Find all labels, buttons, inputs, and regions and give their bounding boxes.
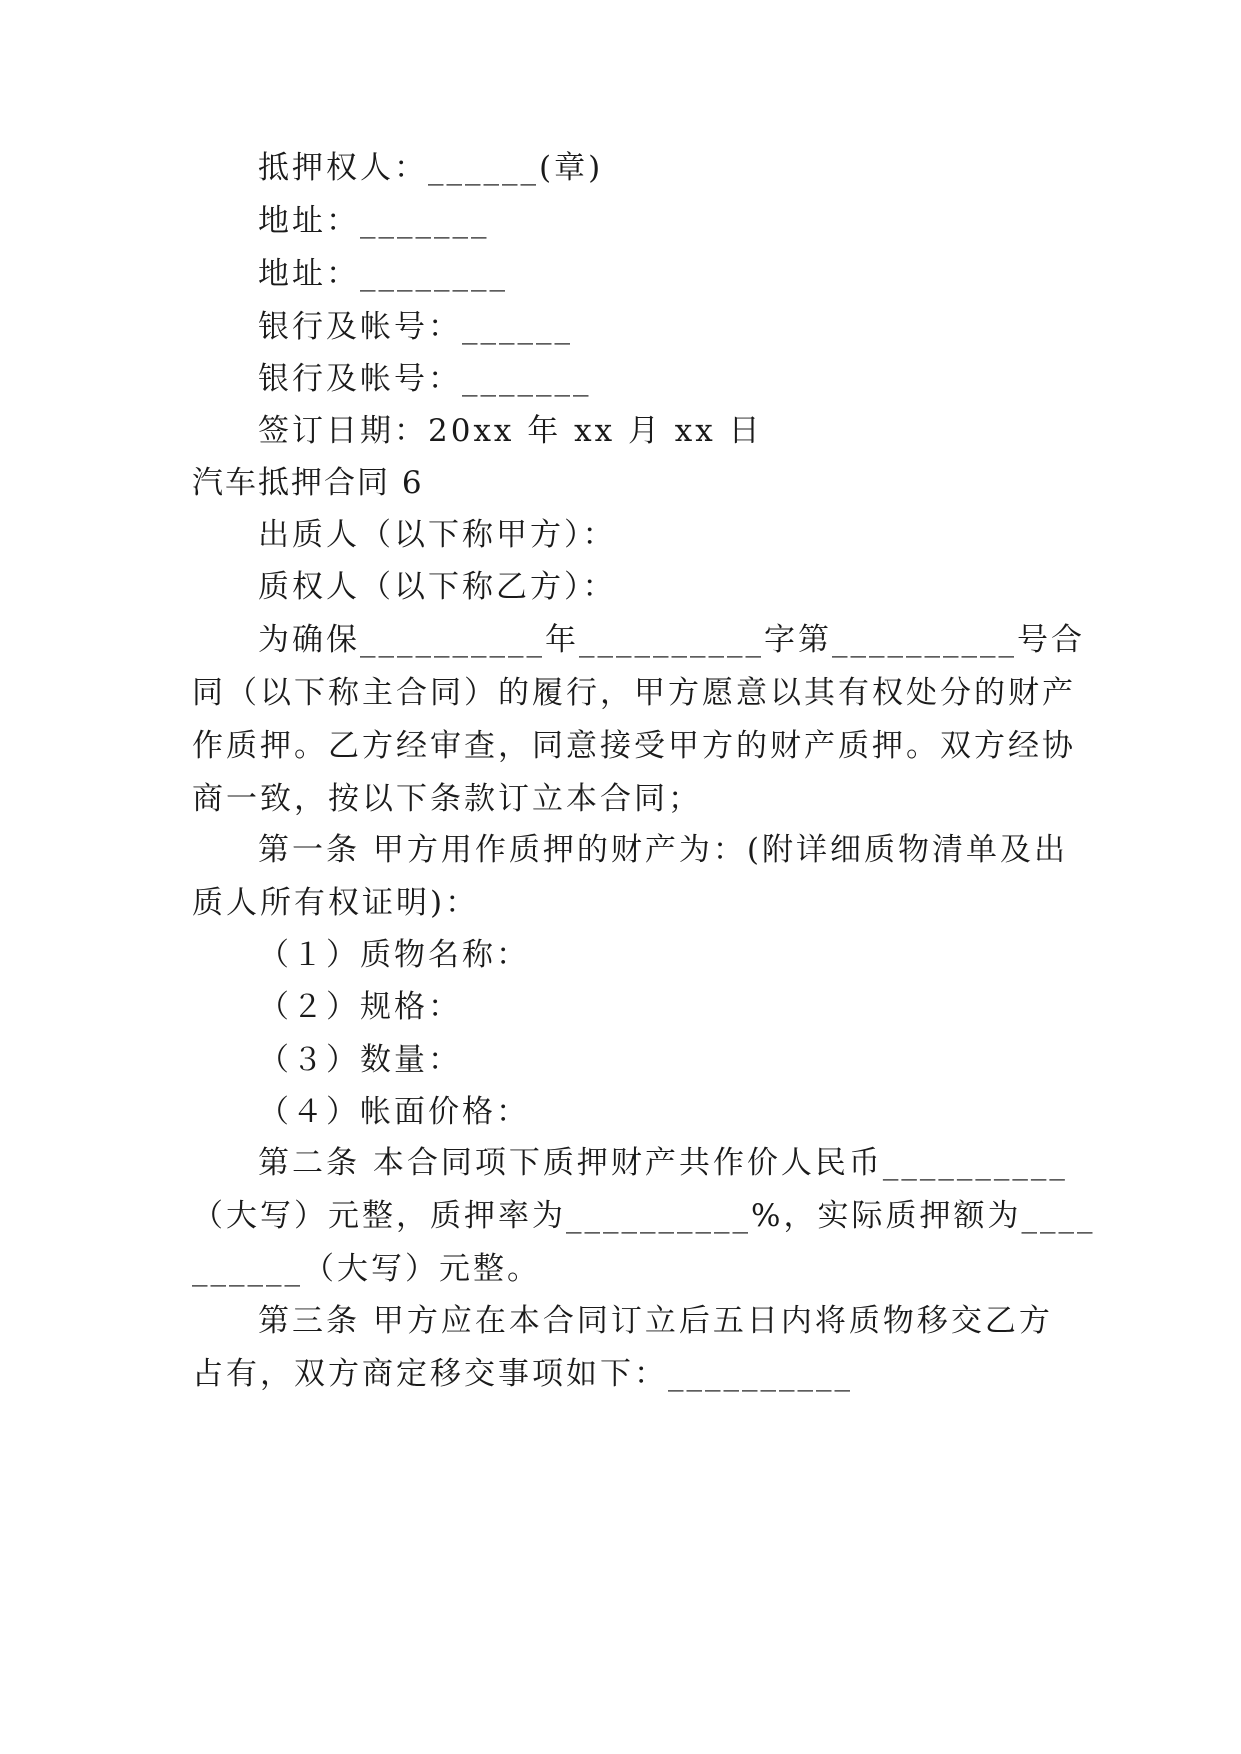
bank-account-line-2: 银行及帐号：_______ — [258, 361, 592, 397]
article-3-line-2: 占有，双方商定移交事项如下：__________ — [192, 1356, 853, 1392]
signing-date-line: 签订日期：20xx 年 xx 月 xx 日 — [258, 413, 763, 449]
pledgor-line: 出质人（以下称甲方）： — [258, 517, 617, 553]
mortgagee-signature-line: 抵押权人：______(章) — [258, 150, 604, 186]
address-line-2: 地址：________ — [258, 256, 508, 292]
article-2-line-2: （大写）元整，质押率为__________%，实际质押额为____ — [192, 1198, 1096, 1234]
bank-account-line-1: 银行及帐号：______ — [258, 309, 573, 345]
item-4-line: （４）帐面价格： — [258, 1094, 530, 1130]
article-2-line-3: ______（大写）元整。 — [192, 1251, 541, 1287]
preamble-line-1: 为确保__________年__________字第__________号合 — [258, 622, 1085, 658]
preamble-line-2: 同（以下称主合同）的履行，甲方愿意以其有权处分的财产 — [192, 675, 1076, 711]
article-3-line-1: 第三条 甲方应在本合同订立后五日内将质物移交乙方 — [258, 1303, 1053, 1339]
preamble-line-4: 商一致，按以下条款订立本合同； — [192, 781, 702, 817]
item-1-line: （１）质物名称： — [258, 937, 530, 973]
preamble-line-3: 作质押。乙方经审查，同意接受甲方的财产质押。双方经协 — [192, 728, 1076, 764]
item-2-line: （２）规格： — [258, 989, 462, 1025]
article-1-line-2: 质人所有权证明)： — [192, 885, 480, 921]
article-1-line-1: 第一条 甲方用作质押的财产为：(附详细质物清单及出 — [258, 832, 1068, 868]
contract-title: 汽车抵押合同 6 — [192, 465, 424, 501]
address-line-1: 地址：_______ — [258, 203, 490, 239]
article-2-line-1: 第二条 本合同项下质押财产共作价人民币__________ — [258, 1145, 1068, 1181]
item-3-line: （３）数量： — [258, 1042, 462, 1078]
pledgee-line: 质权人（以下称乙方）： — [258, 569, 617, 605]
